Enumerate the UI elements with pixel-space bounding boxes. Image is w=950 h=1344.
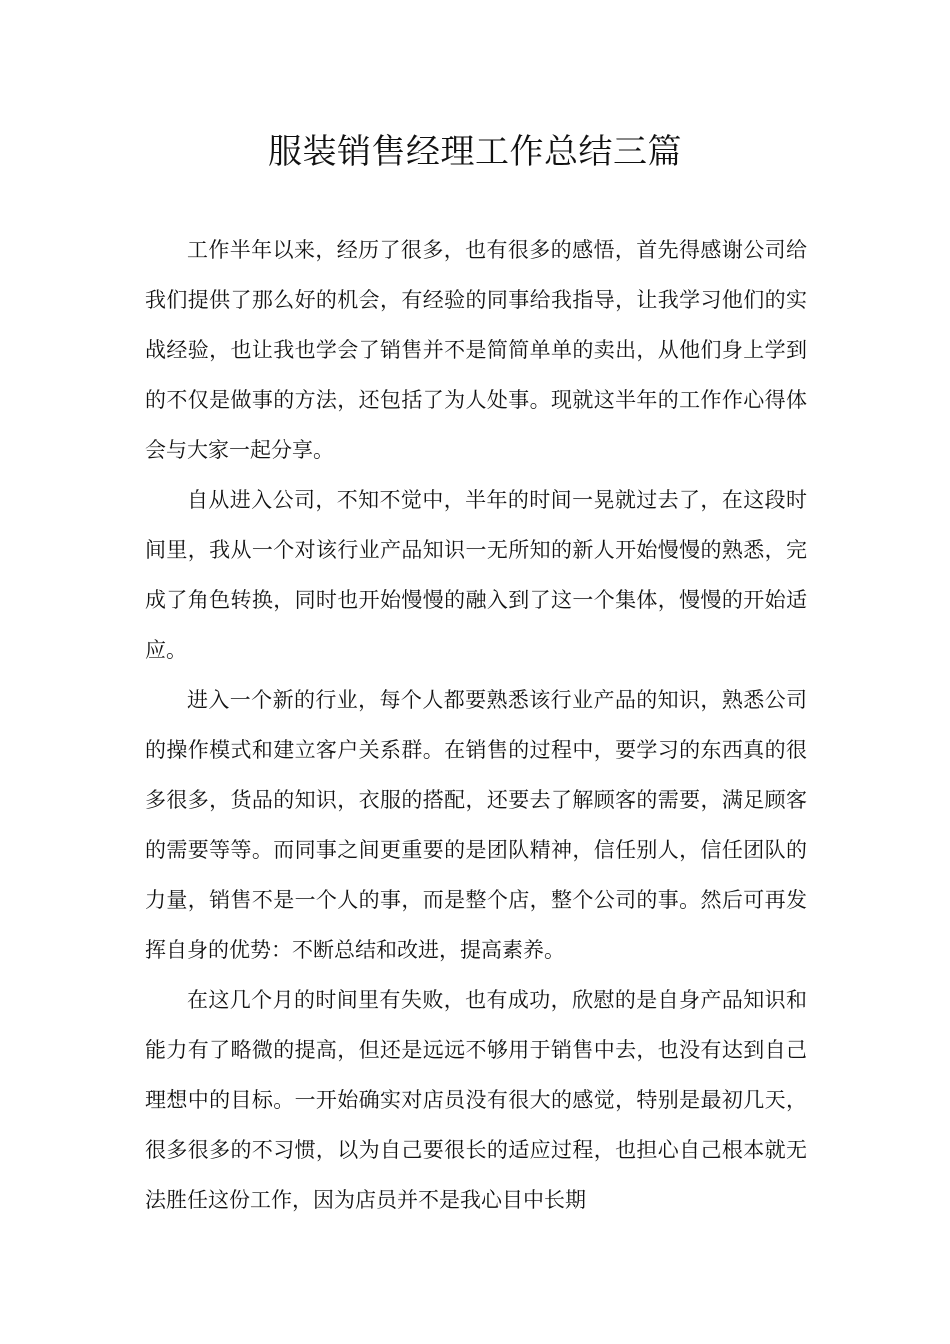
document-title: 服装销售经理工作总结三篇	[268, 132, 682, 172]
paragraph-3: 进入一个新的行业，每个人都要熟悉该行业产品的知识，熟悉公司的操作模式和建立客户关系群。在销售的过程中，要学习的东西真的很多很多，货品的知识，衣服的搭配，还要去了解顾客的需要，满足顾客的需要等等。而同事之间更重要的是团队精神，信任别人，信任团队的力量，销售不是一个人的事，而是整个店，整个公司的事。然后可再发挥自身的优势：不断总结和改进，提高素养。	[145, 688, 807, 962]
paragraph-4: 在这几个月的时间里有失败，也有成功，欣慰的是自身产品知识和能力有了略微的提高，但还是远远不够用于销售中去，也没有达到自己理想中的目标。一开始确实对店员没有很大的感觉，特别是最初几天，很多很多的不习惯，以为自己要很长的适应过程，也担心自己根本就无法胜任这份工作，因为店员并不是我心目中长期	[145, 988, 807, 1212]
document-body	[145, 225, 807, 1225]
paragraph-1: 工作半年以来，经历了很多，也有很多的感悟，首先得感谢公司给我们提供了那么好的机会，有经验的同事给我指导，让我学习他们的实战经验，也让我也学会了销售并不是简简单单的卖出，从他们身上学到的不仅是做事的方法，还包括了为人处事。现就这半年的工作作心得体会与大家一起分享。	[145, 238, 807, 462]
paragraph-2: 自从进入公司，不知不觉中，半年的时间一晃就过去了，在这段时间里，我从一个对该行业产品知识一无所知的新人开始慢慢的熟悉，完成了角色转换，同时也开始慢慢的融入到了这一个集体，慢慢的开始适应。	[145, 488, 807, 662]
